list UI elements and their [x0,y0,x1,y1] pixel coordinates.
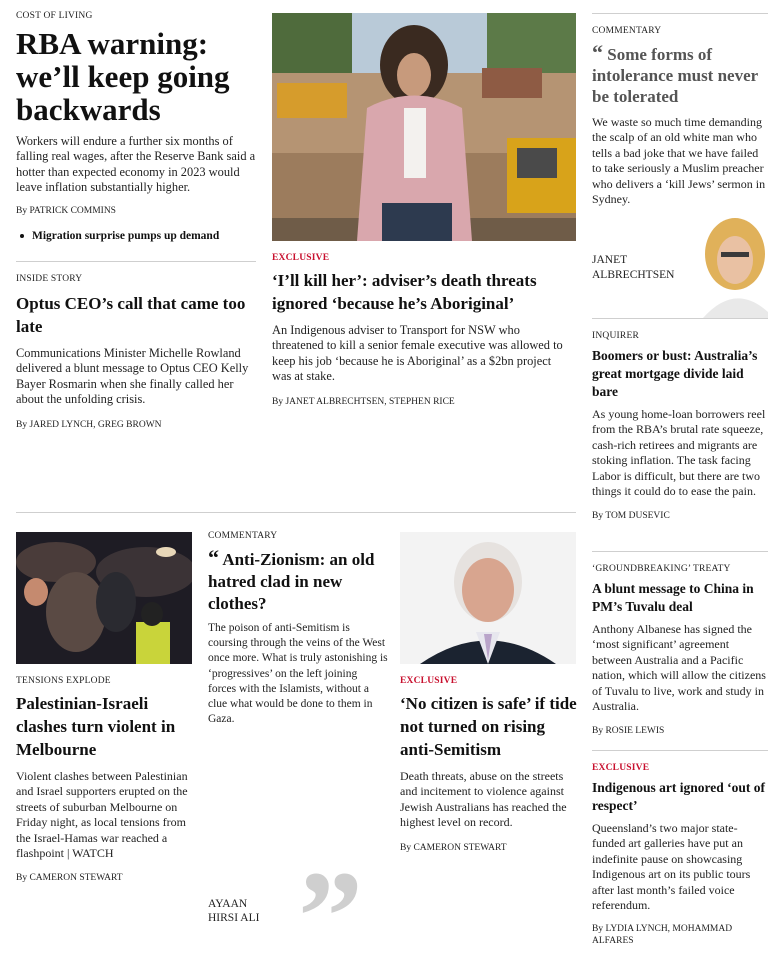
optus-kicker[interactable]: INSIDE STORY [16,274,83,284]
tuvalu-byline [592,726,770,736]
divider [592,13,768,14]
citizen-headline[interactable]: ‘No citizen is safe’ if tide not turned on rising anti-Semitism [400,694,577,759]
optus-story [16,274,260,430]
adviser-summary: An Indigenous adviser to Transport for NSW who threatened to kill a senior female executive was allowed to keep his job ‘because he is Aboriginal’ as a $2bn project was at stake. [272,323,563,384]
adviser-by-label: By [272,396,284,407]
adviser-kicker[interactable]: EXCLUSIVE [272,253,330,263]
optus-summary: Communications Minister Michelle Rowland delivered a blunt message to Optus CEO Kelly Bayer Rosmarin when she finally called her about the unfolding crisis. [16,346,249,407]
clashes-photo-art [16,532,192,664]
art-headline[interactable]: Indigenous art ignored ‘out of respect’ [592,780,766,813]
zionism-kicker[interactable]: COMMENTARY [208,531,278,541]
art-byline [592,923,770,947]
quote-icon: “ [208,545,219,570]
inquirer-byline [592,511,770,521]
clashes-author[interactable]: CAMERON STEWART [29,873,123,884]
lead-headline[interactable]: RBA warning: we’ll keep going backwards [16,26,230,127]
section-divider [16,512,576,513]
tuvalu-kicker[interactable]: ‘GROUNDBREAKING’ TREATY [592,564,731,574]
citizen-byline [400,843,578,853]
lead-byline [16,206,260,216]
citizen-photo-art [400,532,576,664]
divider [16,261,256,262]
adviser-author[interactable]: JANET ALBRECHTSEN, STEPHEN RICE [285,396,455,407]
clashes-photo[interactable] [16,532,192,664]
art-by-label: By [592,924,604,935]
zionism-story [208,531,388,727]
author-headshot[interactable] [695,212,768,318]
adviser-headline[interactable]: ‘I’ll kill her’: adviser’s death threats ignored ‘because he’s Aboriginal’ [272,271,537,313]
divider [592,750,768,751]
zionism-summary: The poison of anti-Semitism is coursing through the veins of the West once more. What is truly astonishing is ‘progressives’ on the left joining forces with the Islamists, without a clue what would be done to them in Gaza. [208,622,388,726]
adviser-photo-art [272,13,576,241]
divider [592,318,768,319]
inquirer-kicker[interactable]: INQUIRER [592,331,639,341]
tuvalu-summary: Anthony Albanese has signed the ‘most significant’ agreement between Australia and a Pacific nation, which will allow the citizens of Tuvalu to live, work and study in Australia. [592,622,766,714]
adviser-story [272,253,572,407]
tuvalu-headline[interactable]: A blunt message to China in PM’s Tuvalu deal [592,581,754,614]
commentary-right-kicker[interactable]: COMMENTARY [592,26,662,36]
art-author[interactable]: LYDIA LYNCH, MOHAMMAD ALFARES [592,924,733,947]
commentary-right-author[interactable] [592,253,674,283]
citizen-kicker[interactable]: EXCLUSIVE [400,676,458,686]
citizen-author[interactable]: CAMERON STEWART [413,842,507,853]
inquirer-author[interactable]: TOM DUSEVIC [605,511,670,522]
citizen-by-label: By [400,842,412,853]
inquirer-summary: As young home-loan borrowers reel from the RBA’s brutal rate squeeze, cash-rich retirees and migrants are stoking inflation. The task facing Labor is difficult, but there are two things it could do to ease the pain. [592,407,766,499]
adviser-photo[interactable] [272,13,576,241]
lead-by-label: By [16,205,28,216]
tuvalu-author[interactable]: ROSIE LEWIS [605,726,665,737]
author-first-name[interactable]: JANET [592,254,628,266]
optus-byline [16,420,260,430]
inquirer-headline[interactable]: Boomers or bust: Australia’s great mortgage divide laid bare [592,348,758,399]
lead-story [16,11,260,242]
tuvalu-by-label: By [592,726,604,737]
divider [592,551,768,552]
citizen-photo[interactable] [400,532,576,664]
clashes-by-label: By [16,873,28,884]
lead-kicker[interactable]: COST OF LIVING [16,11,93,21]
zionism-title[interactable]: Anti-Zionism: an old hatred clad in new clothes? [208,550,375,613]
inquirer-by-label: By [592,511,604,522]
adviser-byline [272,397,572,407]
commentary-right [592,26,770,207]
optus-headline[interactable]: Optus CEO’s call that came too late [16,294,246,336]
tuvalu-story [592,564,770,736]
clashes-story [16,676,196,883]
commentary-right-summary: We waste so much time demanding the scalp of an old white man who tells a bad joke that we have failed to take seriously a Muslim preacher who delivers a ‘kill Jews’ sermon in Sydney. [592,115,766,207]
lead-summary: Workers will endure a further six months of falling real wages, after the Reserve Bank said a hotter than expected economy in 2023 would leave inflation substantially higher. [16,134,256,195]
big-quote-icon: ” [298,845,363,959]
lead-related[interactable] [16,230,260,242]
clashes-byline [16,873,196,883]
quote-icon: “ [592,40,603,65]
zionism-author-first[interactable]: AYAAN [208,898,248,910]
art-summary: Queensland’s two major state-funded art galleries have put an indefinite pause on showcasing Indigenous art on its public tours after last month’s failed voice referendum. [592,821,751,913]
citizen-summary: Death threats, abuse on the streets and incitement to violence against Jewish Australians has reached the highest level on record. [400,769,567,830]
inquirer-story [592,331,770,521]
clashes-summary: Violent clashes between Palestinian and Israel supporters erupted on the streets of suburban Melbourne on Friday night, as local tensions from the Israel-Hamas war reached a flashpoint | WATCH [16,769,188,861]
lead-author[interactable]: PATRICK COMMINS [29,205,116,216]
commentary-right-headline[interactable] [592,42,770,107]
clashes-headline[interactable]: Palestinian-Israeli clashes turn violent in Melbourne [16,694,176,759]
citizen-story [400,676,578,853]
zionism-headline[interactable] [208,547,388,615]
author-headshot-art [695,212,768,318]
art-kicker[interactable]: EXCLUSIVE [592,763,650,773]
zionism-author-last[interactable]: HIRSI ALI [208,912,260,924]
optus-author[interactable]: JARED LYNCH, GREG BROWN [29,419,162,430]
commentary-right-title[interactable]: Some forms of intolerance must never be tolerated [592,45,758,106]
optus-by-label: By [16,419,28,430]
author-last-name[interactable]: ALBRECHTSEN [592,269,675,281]
bullet-icon [20,234,24,238]
lead-related-link[interactable]: Migration surprise pumps up demand [32,229,220,242]
art-story [592,763,770,947]
clashes-kicker[interactable]: TENSIONS EXPLODE [16,676,111,686]
zionism-author[interactable] [208,897,259,925]
